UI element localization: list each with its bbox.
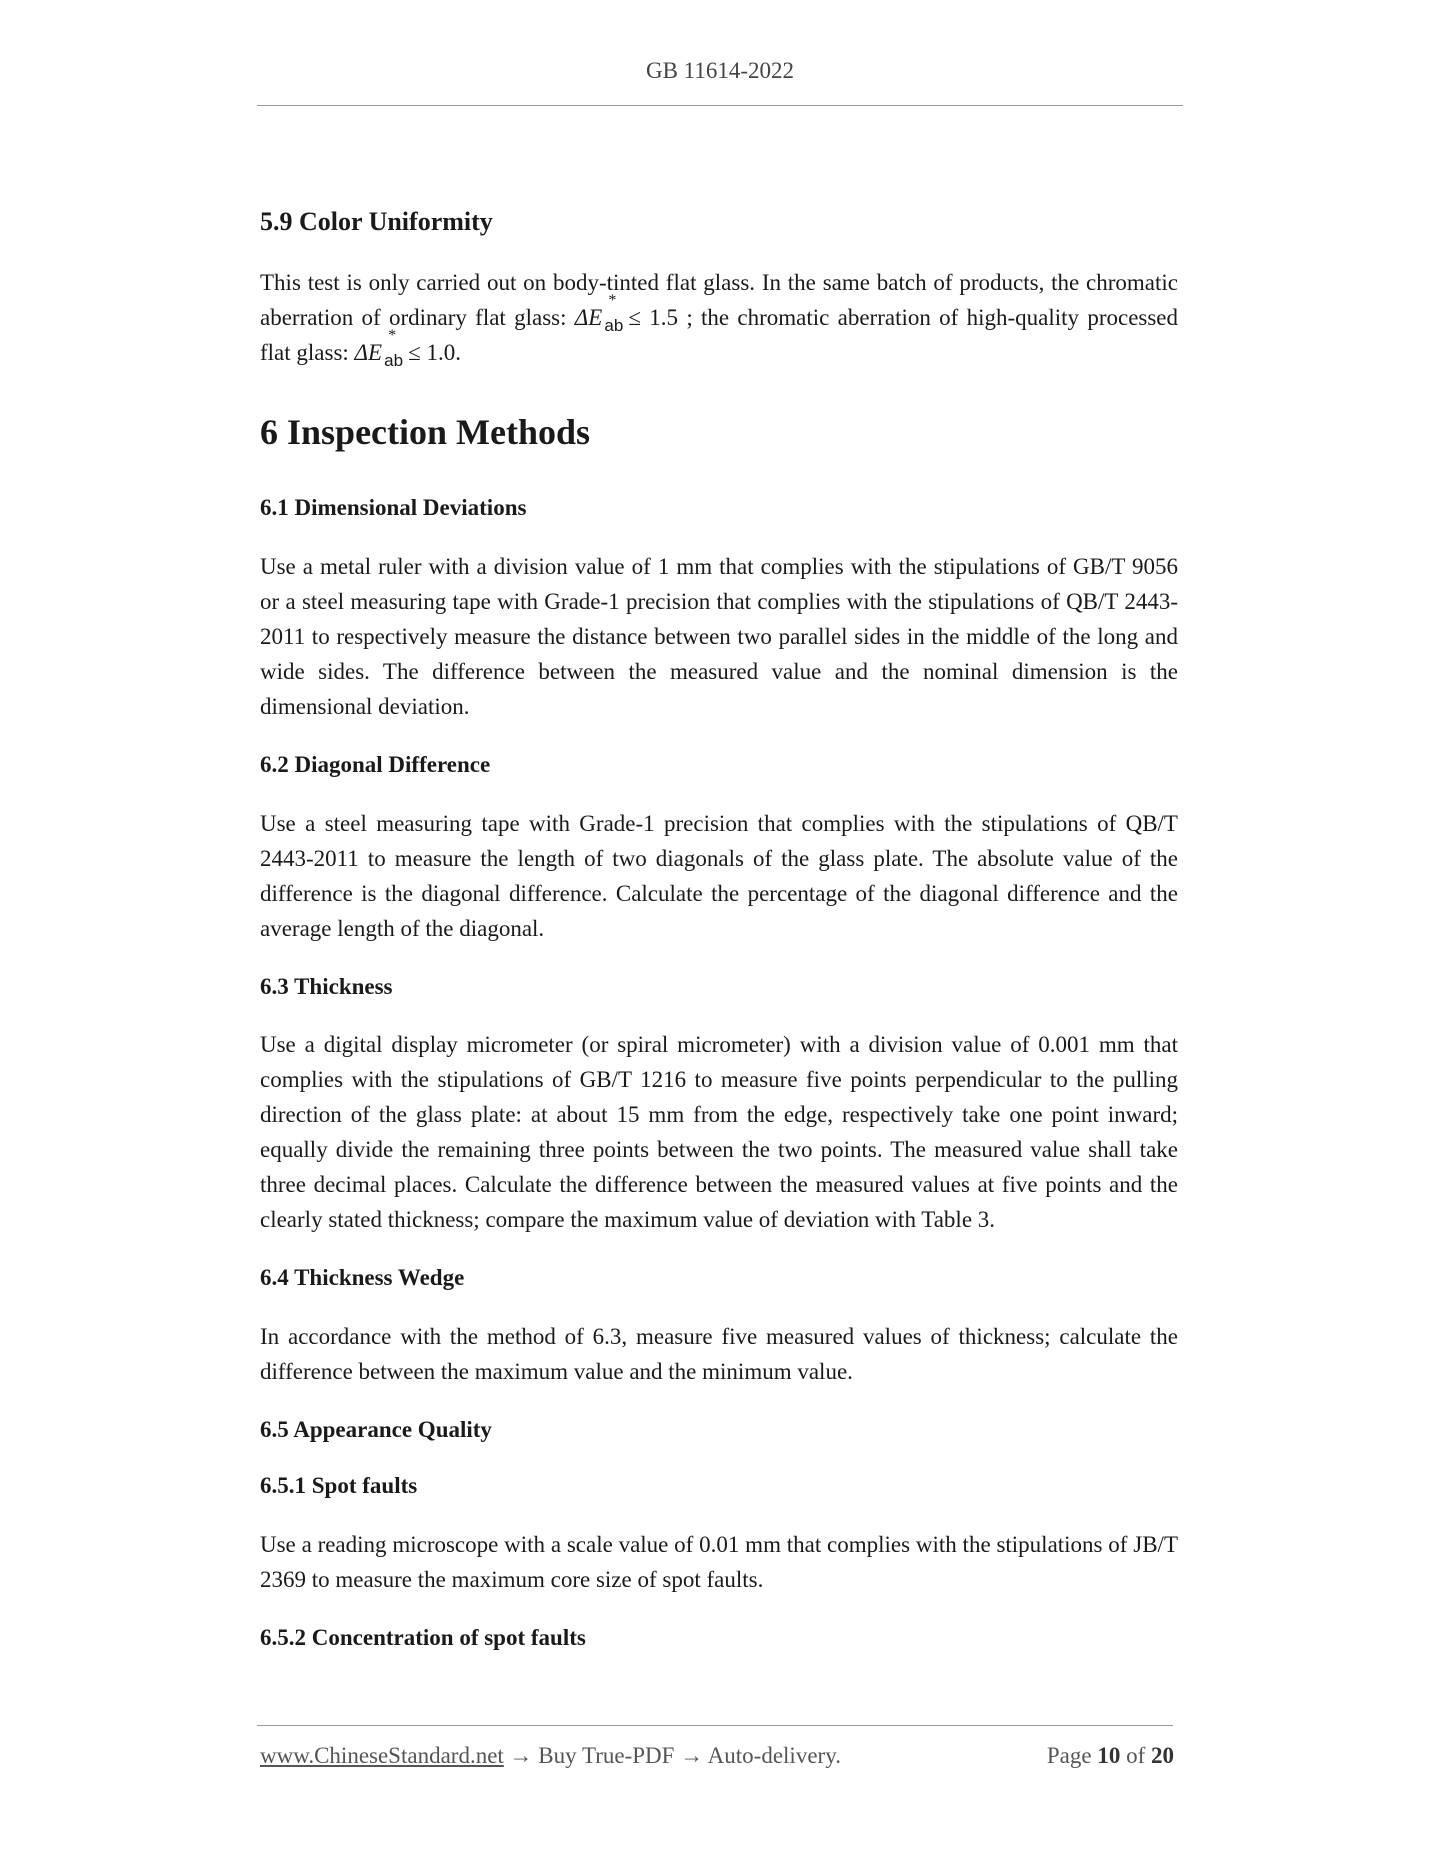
formula-delta-e: ΔE <box>574 304 603 330</box>
section-6-3-title: 6.3 Thickness <box>260 973 393 999</box>
formula-superscript-2: * <box>388 326 397 344</box>
auto-delivery-text: Auto-delivery. <box>707 1743 841 1768</box>
section-6-4-paragraph: In accordance with the method of 6.3, measure five measured values of thickness; calculate the difference between the maximum value and the minimum value. <box>260 1324 1178 1385</box>
text-5-9-end: . <box>455 339 461 365</box>
formula-ordinary-glass <box>574 291 679 335</box>
header-divider <box>257 105 1183 106</box>
buy-pdf-text: Buy True-PDF <box>538 1743 675 1768</box>
website-link[interactable]: www.ChineseStandard.net <box>260 1743 504 1768</box>
section-6-5-1-paragraph: Use a reading microscope with a scale value of 0.01 mm that complies with the stipulations of JB/T 2369 to measure the maximum core size of spot faults. <box>260 1532 1178 1593</box>
formula-superscript: * <box>608 291 617 309</box>
section-6-2-paragraph: Use a steel measuring tape with Grade-1 precision that complies with the stipulations of QB/T 2443-2011 to measure the length of two diagonals of the glass plate. The absolute value of the difference is the diagonal difference. Calculate the percentage of the diagonal difference and the average length of the diagonal. <box>260 810 1178 941</box>
section-6-3-paragraph: Use a digital display micrometer (or spiral micrometer) with a division value of 0.001 mm that complies with the stipulations of GB/T 1216 to measure five points perpendicular to the pulling direction of the glass plate: at about 15 mm from the edge, respectively take one point inward; equally divide the remaining three points between the two points. The measured value shall take three decimal places. Calculate the difference between the measured values at five points and the clearly stated thickness; compare the maximum value of deviation with Table 3. <box>260 1032 1178 1233</box>
arrow-right-icon: → <box>509 1743 533 1768</box>
footer-divider <box>257 1725 1173 1726</box>
page-footer <box>260 1743 1174 1769</box>
section-6-5-2-title: 6.5.2 Concentration of spot faults <box>260 1625 586 1651</box>
page-number <box>1047 1743 1174 1769</box>
page-current: 10 <box>1097 1743 1121 1768</box>
page-content <box>260 205 1178 1679</box>
section-6-2-title: 6.2 Diagonal Difference <box>260 751 491 777</box>
section-6-1-paragraph: Use a metal ruler with a division value of 1 mm that complies with the stipulations of GB/T 9056 or a steel measuring tape with Grade-1 precision that complies with the stipulations of QB/T 2443-2011 to respectively measure the distance between two parallel sides in the middle of the long and wide sides. The difference between the measured value and the nominal dimension is the dimensional deviation. <box>260 553 1178 719</box>
formula-subscript: ab <box>604 315 624 335</box>
section-6-4-title: 6.4 Thickness Wedge <box>260 1265 465 1291</box>
section-6-1-title: 6.1 Dimensional Deviations <box>260 494 527 520</box>
formula-subscript-2: ab <box>384 350 404 370</box>
page-of-label: of <box>1126 1743 1146 1768</box>
formula-condition-2: ≤ 1.0 <box>408 339 456 365</box>
section-6-5-1-title: 6.5.1 Spot faults <box>260 1473 418 1499</box>
text-5-9-part1: This test is only carried out on body-tinted flat glass. In the same batch of products, the chromatic aberration of ordinary flat glass: <box>260 269 1178 330</box>
footer-promo <box>260 1743 841 1769</box>
formula-processed-glass <box>354 326 456 370</box>
chapter-6-title: 6 Inspection Methods <box>260 411 591 452</box>
document-code-header: GB 11614-2022 <box>645 58 794 83</box>
section-5-9-title: 5.9 Color Uniformity <box>260 207 493 236</box>
page-total: 20 <box>1151 1743 1174 1768</box>
section-5-9-paragraph <box>260 265 1178 370</box>
arrow-right-icon: → <box>680 1743 704 1768</box>
text-5-9-part2: ; the chromatic aberration of high-quality processed flat glass: <box>260 304 1179 365</box>
formula-condition-1: ≤ 1.5 <box>628 304 679 330</box>
formula-delta-e-2: ΔE <box>354 339 383 365</box>
section-6-5-title: 6.5 Appearance Quality <box>260 1417 492 1443</box>
page-label: Page <box>1046 1743 1092 1768</box>
